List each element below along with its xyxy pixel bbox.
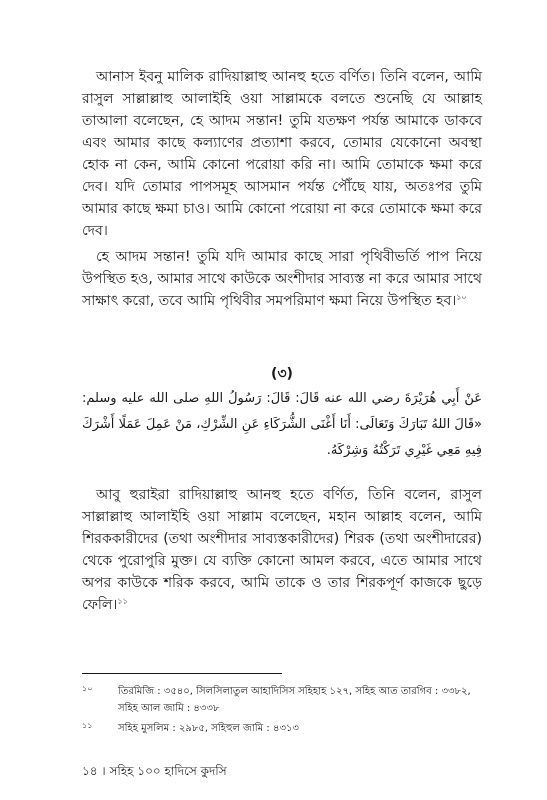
hadith-narration-paragraph-1: [82, 66, 482, 242]
footnote-11-number: ১১: [82, 721, 93, 730]
footnote-10-text: তিরমিজি : ৩৫৪০, সিলসিলাতুল আহাদিসিস সহিহাহ ১২৭, সহিহ আত তারগিব : ৩৩৮২, সহিহ আল জামি : ৪৩৩৮: [118, 686, 471, 714]
paragraph-3-text: আবু হুরাইরা রাদিয়াল্লাহু আনহু হতে বর্ণিত, তিনি বলেন, রাসুল সাল্লাল্লাহু আলাইহি ওয়া সাল্লাম বলেছেন, মহান আল্লাহ বলেন, আমি শিরককারীদের (তথা অংশীদার সাব্যস্তকারীদের) শিরক (তথা অংশীদারের) থেকে পুরোপুরি মুক্ত। যে ব্যক্তি কোনো আমল করবে, এতে আমার সাথে অপর কাউকে শরিক করবে, আমি তাকে ও তার শিরকপূর্ণ কাজকে ছুড়ে ফেলি।: [82, 487, 482, 613]
page-footer: ১৪ । সহিহ ১০০ হাদিসে কুদসি: [82, 764, 227, 778]
arabic-hadith-text: عَنْ أَبِي هُرَيْرَةَ رضي الله عنه قَالَ: قَالَ: رَسُولُ اللهِ صلى الله عليه وسلم: «قَالَ اللهُ تَبَارَكَ وَتَعَالَى: أَنَا أَغْنَى الشُّرَكَاءِ عَنِ الشِّرْكِ، مَنْ عَمِلَ عَمَلًا أَشْرَكَ فِيهِ مَعِي غَيْرِي تَرَكْتُهُ وَشِرْكَهُ.: [82, 391, 482, 458]
paragraph-2-text: হে আদম সন্তান! তুমি যদি আমার কাছে সারা পৃথিবীভর্তি পাপ নিয়ে উপস্থিত হও, আমার সাথে কাউকে অংশীদার সাব্যস্ত না করে আমার সাথে সাক্ষাৎ করো, তবে আমি পৃথিবীর সমপরিমাণ ক্ষমা নিয়ে উপস্থিত হব।: [82, 249, 482, 309]
footnote-11-text: সহিহ মুসলিম : ২৯৮৫, সহিহুল জামি : ৪৩১৩: [118, 723, 299, 734]
hadith-number-heading: (৩): [271, 366, 293, 382]
footnote-ref-10[interactable]: ১০: [456, 292, 467, 302]
footnote-11: [82, 720, 482, 737]
footnote-divider: [82, 673, 282, 674]
hadith-translation-paragraph: [82, 484, 482, 616]
footnote-ref-11[interactable]: ১১: [117, 596, 128, 606]
hadith-narration-paragraph-2: [82, 246, 482, 312]
paragraph-1-text: আনাস ইবনু মালিক রাদিয়াল্লাহু আনহু হতে বর্ণিত। তিনি বলেন, আমি রাসুল সাল্লাল্লাহু আলাইহি ওয়া সাল্লামকে বলতে শুনেছি যে আল্লাহ তাআলা বলেছেন, হে আদম সন্তান! তুমি যতক্ষণ পর্যন্ত আমাকে ডাকবে এবং আমার কাছে কল্যাণের প্রত্যাশা করবে, তোমার যেকোনো অবস্থা হোক না কেন, আমি কোনো পরোয়া করি না। আমি তোমাকে ক্ষমা করে দেব। যদি তোমার পাপসমূহ আসমান পর্যন্ত পৌঁছে যায়, অতঃপর তুমি আমার কাছে ক্ষমা চাও। আমি কোনো পরোয়া না করে তোমাকে ক্ষমা করে দেব।: [82, 69, 482, 239]
footnote-10: [82, 683, 482, 717]
footnote-10-number: ১০: [82, 684, 93, 693]
